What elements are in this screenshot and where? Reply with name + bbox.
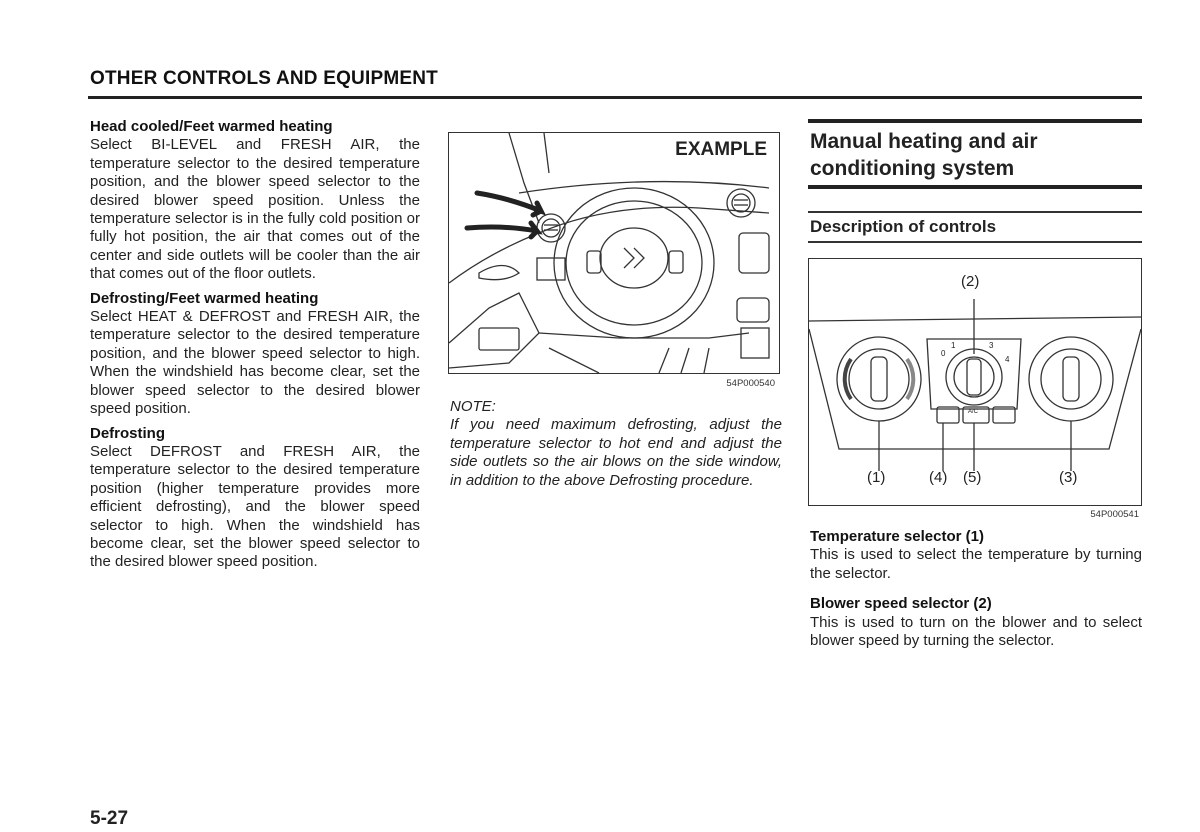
section-body-defrosting: Select DEFROST and FRESH AIR, the temperature selector to the desired temperature position (higher temperature provides more efficient defrosting), and the blower speed selector to high. When the windshield has become clear, set the blower speed selector to the desired blower speed position. <box>90 442 420 571</box>
item-body-temperature: This is used to select the temperature by turning the selector. <box>810 546 1142 582</box>
dial-mark-4: 4 <box>1005 355 1010 364</box>
section-body-defrost-feet: Select HEAT & DEFROST and FRESH AIR, the temperature selector to the desired temperature position, and the blower speed selector to high. When the windshield has become clear, set the blower speed selector to the desired blower speed position. <box>90 308 420 418</box>
dial-mark-1: 1 <box>951 341 956 350</box>
item-heading-blower: Blower speed selector (2) <box>810 595 992 613</box>
callout-1: (1) <box>867 469 886 486</box>
left-column <box>90 118 420 578</box>
section-heading-defrosting: Defrosting <box>90 424 165 442</box>
figure-code: 54P000540 <box>726 378 775 389</box>
section-title-bottom-rule <box>808 185 1142 189</box>
dashboard-drawing <box>449 133 779 373</box>
section-body-head-cooled: Select BI-LEVEL and FRESH AIR, the temperature selector to the desired temperature position, and the blower speed selector to the desired blower speed position. Unless the temperature selector is in the fully cold position or fully hot position, the air that comes out of the center and side outlets will be cooler than the air that comes out of the floor outlets. <box>90 136 420 283</box>
subsection-bottom-rule <box>808 241 1142 243</box>
callout-5: (5) <box>963 469 982 486</box>
header-rule <box>88 96 1142 99</box>
section-heading-head-cooled: Head cooled/Feet warmed heating <box>90 118 333 135</box>
subsection-title: Description of controls <box>810 217 997 236</box>
section-title: Manual heating and air conditioning system <box>810 130 1038 180</box>
dashboard-illustration <box>448 132 780 389</box>
control-panel-illustration <box>808 258 1142 520</box>
item-body-blower: This is used to turn on the blower and to select blower speed by turning the selector. <box>810 613 1142 650</box>
note-body: If you need maximum defrosting, adjust the temperature selector to hot end and adjust the side outlets so the air blows on the side window, in addition to the above Defrosting procedure. <box>450 416 782 489</box>
ac-label: A/C <box>968 409 979 415</box>
dial-mark-3: 3 <box>989 341 994 350</box>
note-title: NOTE: <box>450 398 496 415</box>
dial-mark-0: 0 <box>941 349 946 358</box>
page-header-title: OTHER CONTROLS AND EQUIPMENT <box>90 68 438 89</box>
callout-4: (4) <box>929 469 948 486</box>
example-label: EXAMPLE <box>675 139 767 160</box>
control-descriptions <box>810 528 1142 662</box>
section-title-top-rule <box>808 119 1142 123</box>
callout-3: (3) <box>1059 469 1078 486</box>
callout-2: (2) <box>961 273 980 290</box>
item-heading-temperature: Temperature selector (1) <box>810 528 984 545</box>
page-number: 5-27 <box>90 808 129 829</box>
figure-code-2: 54P000541 <box>1090 509 1139 520</box>
note-block <box>450 398 782 490</box>
subsection-top-rule <box>808 211 1142 213</box>
section-heading-defrost-feet: Defrosting/Feet warmed heating <box>90 289 319 307</box>
